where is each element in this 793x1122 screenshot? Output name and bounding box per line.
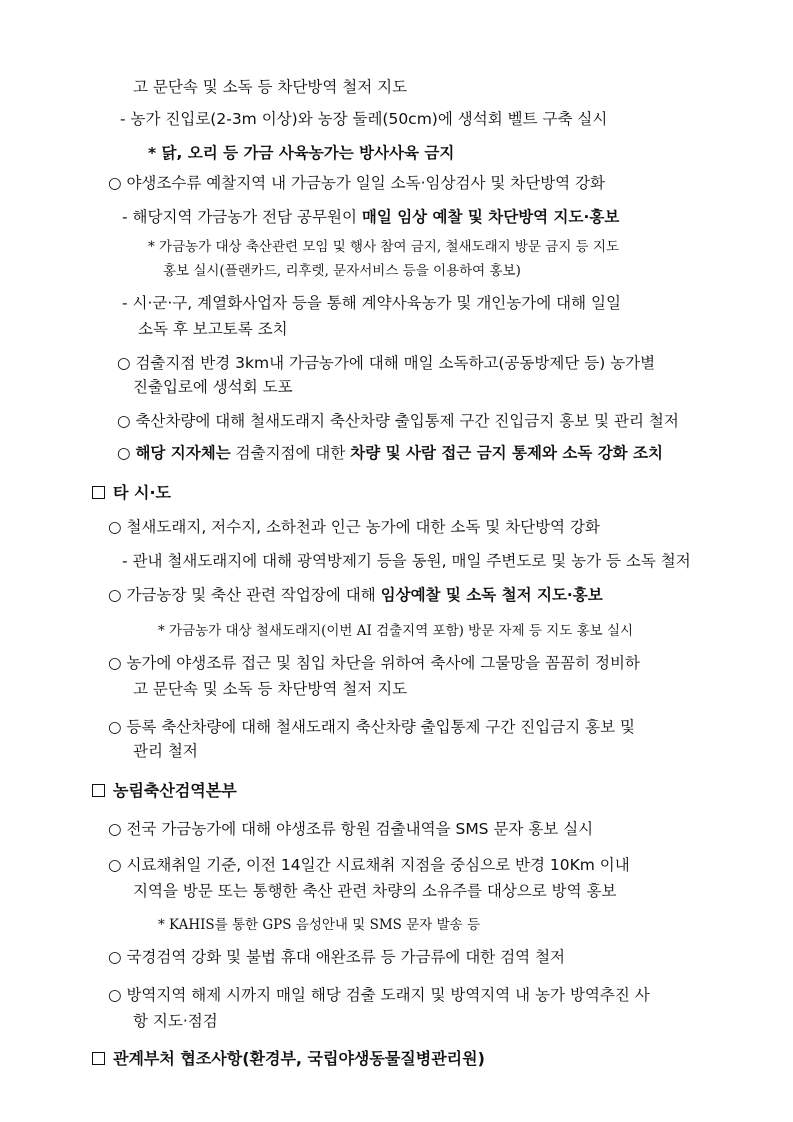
bold-text: 해당 지자체는: [135, 444, 231, 462]
text-line: 지역을 방문 또는 통행한 축산 관련 차량의 소유주를 대상으로 방역 홍보: [133, 882, 617, 900]
bullet-item: ○ 야생조수류 예찰지역 내 가금농가 일일 소독·임상검사 및 차단방역 강화: [108, 174, 606, 192]
bullet-item: [117, 442, 663, 464]
heading-text: 농림축산검역본부: [113, 781, 237, 800]
text-span: - 해당지역 가금농가 전담 공무원이: [122, 208, 362, 226]
text-line: 소독 후 보고토록 조치: [138, 320, 288, 338]
note-line: * 닭, 오리 등 가금 사육농가는 방사사육 금지: [148, 144, 455, 162]
sub-item: - 시·군·구, 계열화사업자 등을 통해 계약사육농가 및 개인농가에 대해 일일: [122, 294, 621, 312]
text-line: 고 문단속 및 소독 등 차단방역 철저 지도: [133, 78, 408, 96]
section-heading: [92, 482, 171, 504]
note-line: * 가금농가 대상 철새도래지(이번 AI 검출지역 포함) 방문 자제 등 지도 홍보 실시: [158, 623, 634, 639]
checkbox-square-icon: [92, 784, 105, 797]
bold-text: 매일 임상 예찰 및 차단방역 지도·홍보: [361, 208, 620, 226]
bullet-item: ○ 전국 가금농가에 대해 야생조류 항원 검출내역을 SMS 문자 홍보 실시: [108, 820, 594, 838]
text-line: 진출입로에 생석회 도포: [133, 378, 293, 396]
text-line: 항 지도·점검: [133, 1012, 218, 1030]
text-line: 관리 철저: [133, 742, 198, 760]
bullet-item: ○ 검출지점 반경 3km내 가금농가에 대해 매일 소독하고(공동방제단 등) 농가별: [117, 354, 656, 372]
text-span: ○: [117, 444, 136, 462]
bullet-item: ○ 방역지역 해제 시까지 매일 해당 검출 도래지 및 방역지역 내 농가 방역추진 사: [108, 986, 650, 1004]
bold-text: 차량 및 사람 접근 금지 통제와 소독 강화 조치: [350, 444, 663, 462]
bullet-item: ○ 시료채취일 기준, 이전 14일간 시료채취 지점을 중심으로 반경 10Km 이내: [108, 856, 630, 874]
bold-text: 임상예찰 및 소독 철저 지도·홍보: [380, 586, 603, 604]
heading-text: 타 시·도: [113, 483, 172, 502]
sub-item: [122, 206, 619, 228]
sub-item: - 관내 철새도래지에 대해 광역방제기 등을 동원, 매일 주변도로 및 농가 등 소독 철저: [122, 552, 691, 570]
bullet-item: ○ 등록 축산차량에 대해 철새도래지 축산차량 출입통제 구간 진입금지 홍보 및: [108, 718, 635, 736]
checkbox-square-icon: [92, 486, 105, 499]
text-line: - 농가 진입로(2-3m 이상)와 농장 둘레(50cm)에 생석회 벨트 구축 실시: [120, 110, 608, 128]
note-line: * KAHIS를 통한 GPS 음성안내 및 SMS 문자 발송 등: [158, 917, 480, 933]
section-heading: [92, 780, 237, 802]
text-span: 검출지점에 대한: [230, 444, 351, 462]
text-line: 고 문단속 및 소독 등 차단방역 철저 지도: [133, 680, 408, 698]
bullet-item: ○ 축산차량에 대해 철새도래지 축산차량 출입통제 구간 진입금지 홍보 및 관리 철저: [117, 412, 679, 430]
bullet-item: ○ 철새도래지, 저수지, 소하천과 인근 농가에 대한 소독 및 차단방역 강화: [108, 518, 600, 536]
heading-text: 관계부처 협조사항(환경부, 국립야생동물질병관리원): [113, 1049, 485, 1068]
note-line: 홍보 실시(플랜카드, 리후렛, 문자서비스 등을 이용하여 홍보): [163, 263, 521, 279]
checkbox-square-icon: [92, 1052, 105, 1065]
section-heading: [92, 1048, 485, 1070]
bullet-item: ○ 국경검역 강화 및 불법 휴대 애완조류 등 가금류에 대한 검역 철저: [108, 948, 566, 966]
text-span: ○ 가금농장 및 축산 관련 작업장에 대해: [108, 586, 381, 604]
bullet-item: ○ 농가에 야생조류 접근 및 침입 차단을 위하여 축사에 그물망을 꼼꼼히 정비하: [108, 654, 640, 672]
bullet-item: [108, 584, 603, 606]
note-line: * 가금농가 대상 축산관련 모임 및 행사 참여 금지, 철새도래지 방문 금지 등 지도: [148, 239, 620, 255]
